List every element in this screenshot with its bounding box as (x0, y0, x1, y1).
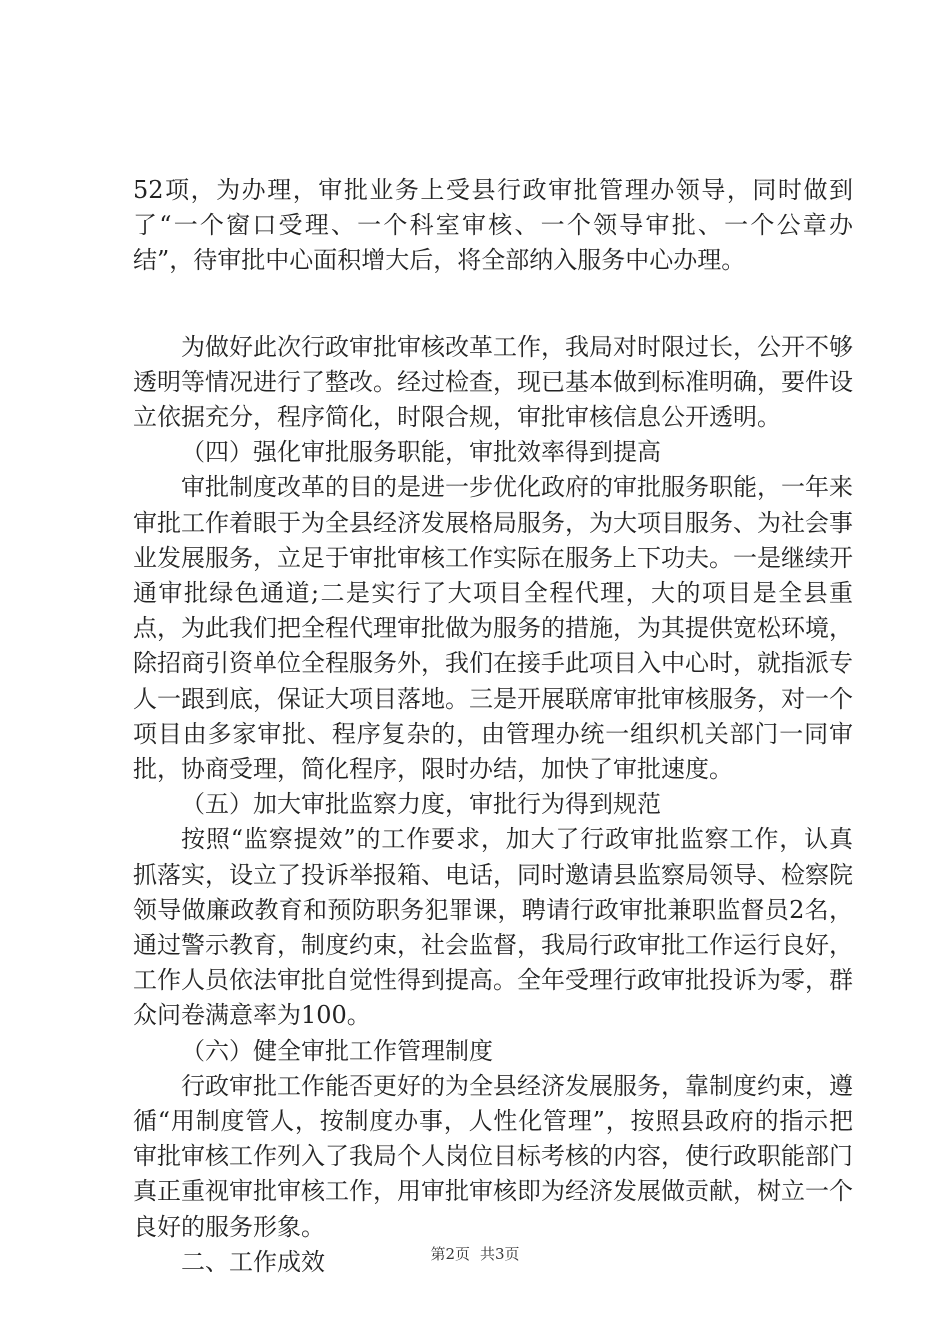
page-number-total: 共3页 (480, 1245, 520, 1263)
section-heading-4: （四）强化审批服务职能，审批效率得到提高 (181, 438, 661, 467)
paragraph-5: 行政审批工作能否更好的为全县经济发展服务，靠制度约束，遵循“用制度管人，按制度办事，人性化管理”，按照县政府的指示把审批审核工作列入了我局个人岗位目标考核的内容，使行政职能部门真正重视审批审核工作，用审批审核即为经济发展做贡献，树立一个良好的服务形象。 (133, 1071, 853, 1241)
section-heading-5: （五）加大审批监察力度，审批行为得到规范 (181, 790, 661, 819)
document-body (133, 173, 853, 1280)
page-number-current: 第2页 (430, 1245, 470, 1263)
paragraph-3: 审批制度改革的目的是进一步优化政府的审批服务职能，一年来审批工作着眼于为全县经济发展格局服务，为大项目服务、为社会事业发展服务，立足于审批审核工作实际在服务上下功夫。一是继续开通审批绿色通道;二是实行了大项目全程代理，大的项目是全县重点，为此我们把全程代理审批做为服务的措施，为其提供宽松环境，除招商引资单位全程服务外，我们在接手此项目入中心时，就指派专人一跟到底，保证大项目落地。三是开展联席审批审核服务，对一个项目由多家审批、程序复杂的，由管理办统一组织机关部门一同审批，协商受理，简化程序，限时办结，加快了审批速度。 (133, 473, 853, 784)
section-heading-results: 二、工作成效 (181, 1247, 325, 1276)
paragraph-2: 为做好此次行政审批审核改革工作，我局对时限过长，公开不够透明等情况进行了整改。经过检查，现已基本做到标准明确，要件设立依据充分，程序简化，时限合规，审批审核信息公开透明。 (133, 332, 853, 432)
paragraph-1: 52项，为办理，审批业务上受县行政审批管理办领导，同时做到了“一个窗口受理、一个科室审核、一个领导审批、一个公章办结”，待审批中心面积增大后，将全部纳入服务中心办理。 (133, 176, 853, 275)
paragraph-4: 按照“监察提效”的工作要求，加大了行政审批监察工作，认真抓落实，设立了投诉举报箱、电话，同时邀请县监察局领导、检察院领导做廉政教育和预防职务犯罪课，聘请行政审批兼职监督员2名，通过警示教育，制度约束，社会监督，我局行政审批工作运行良好，工作人员依法审批自觉性得到提高。全年受理行政审批投诉为零，群众问卷满意率为100。 (133, 825, 853, 1030)
section-heading-6: （六）健全审批工作管理制度 (181, 1036, 493, 1065)
page-footer (0, 1244, 950, 1264)
